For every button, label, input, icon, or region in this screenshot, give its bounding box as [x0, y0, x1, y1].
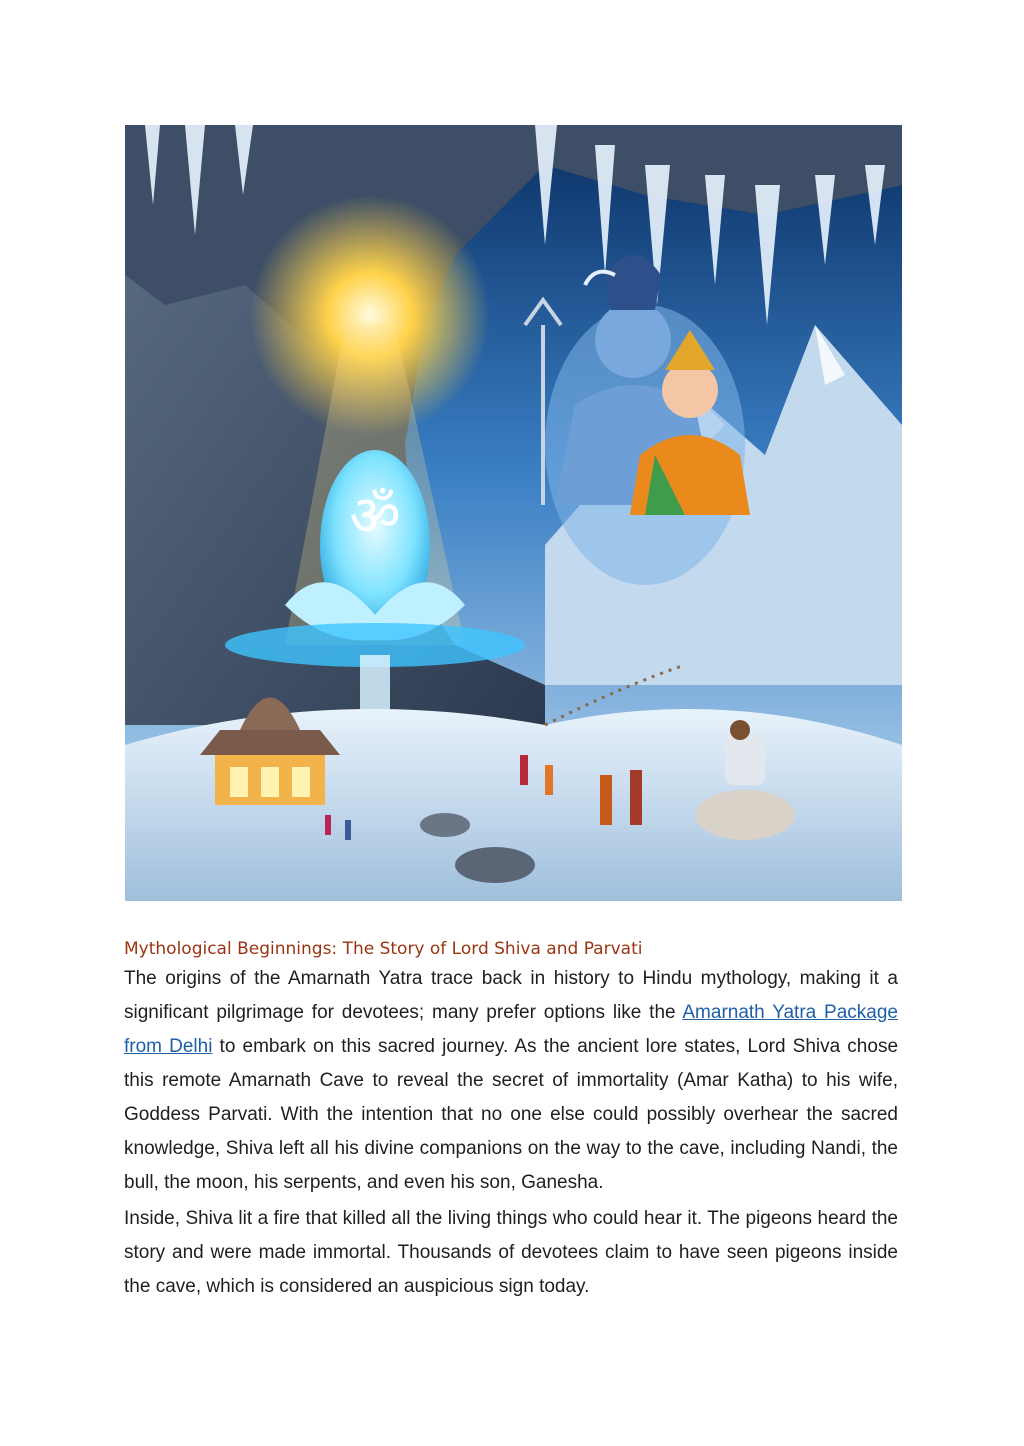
amarnath-cave-artwork: [125, 125, 902, 901]
hero-illustration: [125, 125, 902, 901]
paragraph-origins: [124, 962, 898, 1200]
article: [124, 936, 898, 1304]
section-heading: Mythological Beginnings: The Story of Lord Shiva and Parvati: [124, 939, 643, 959]
paragraph-pigeons: Inside, Shiva lit a fire that killed all the living things who could hear it. The pigeons heard the story and were made immortal. Thousands of devotees claim to have seen pigeons inside the cave, which is considered an auspicious sign today.: [124, 1208, 898, 1297]
paragraph-origins-text-2: to embark on this sacred journey. As the ancient lore states, Lord Shiva chose this remote Amarnath Cave to reveal the secret of immortality (Amar Katha) to his wife, Goddess Parvati. With the intention that no one else could possibly overhear the sacred knowledge, Shiva left all his divine companions on the way to the cave, including Nandi, the bull, the moon, his serpents, and even his son, Ganesha.: [124, 1036, 899, 1193]
paragraph-origins-text-1: The origins of the Amarnath Yatra trace back in history to Hindu mythology, making it a significant pilgrimage for devotees; many prefer options like the: [124, 968, 898, 1023]
amarnath-package-link[interactable]: Amarnath Yatra Package from Delhi: [124, 1002, 898, 1057]
om-symbol: ॐ: [349, 484, 401, 549]
